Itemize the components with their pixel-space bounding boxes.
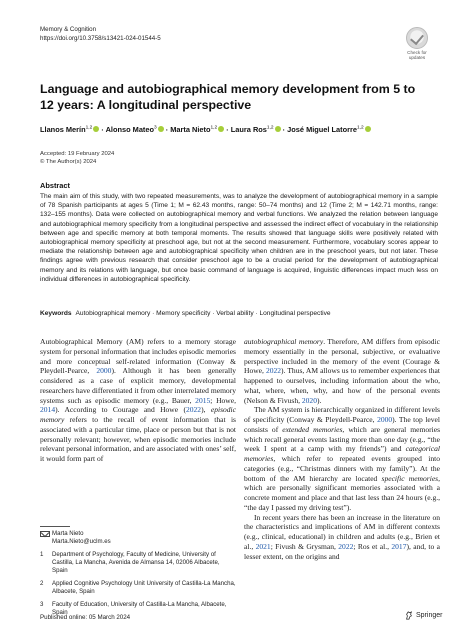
keywords-label: Keywords	[40, 310, 72, 317]
contact-name: Marta Nieto	[52, 530, 84, 537]
author[interactable]: Laura Ros$^{1,2}$	[231, 125, 281, 134]
paragraph: In recent years there has been an increase in the literature on the characteristics and implications of AM in different contexts (e.g., clinical, educational) in children and adults (e.g., Brien et al., 2021; Fivush & Grysman, 2022; Ros et al., 2017), and, to a lesser extent, on the origins and	[244, 512, 440, 561]
publisher-name: Springer	[416, 612, 443, 619]
footnotes	[40, 530, 236, 622]
citation-link[interactable]: 2017	[391, 541, 407, 551]
author[interactable]: José Miguel Latorre$^{1,2}$	[287, 125, 371, 134]
author[interactable]: Marta Nieto$^{1,2}$	[170, 125, 224, 134]
body-column-left	[40, 337, 236, 464]
emphasis-term: episodic memory	[40, 405, 236, 424]
emphasis-term: extended memories	[282, 424, 343, 434]
article-dates	[40, 150, 114, 166]
published-online: Published online: 05 March 2024	[40, 614, 131, 621]
paragraph: The AM system is hierarchically organized in different levels of specificity (Conway & Pleydell-Pearce, 2000). The top level consists of extended memories, which are general memories which recall general events lasting more than one day (e.g., “the week I spent at a camp with my friends”) and categorical memories, which refer to repeated events grouped into categories (e.g., “Christmas dinners with my family”). At the bottom of the AM hierarchy are located specific memories, which are personally significant memories associated with a concrete moment and place and that last less than 24 hours (e.g., “the day I passed my driving test”).	[244, 405, 441, 512]
check-for-updates-icon	[406, 27, 428, 49]
check-for-updates-label: Check for updates	[407, 50, 427, 60]
article-title: Language and autobiographical memory development from 5 to 12 years: A longitudinal perspective	[40, 82, 416, 112]
orcid-icon[interactable]	[365, 126, 371, 132]
journal-name: Memory & Cognition	[40, 26, 97, 33]
citation-link[interactable]: 2000	[377, 415, 393, 424]
journal-header	[40, 25, 161, 43]
citation-link[interactable]: 2014	[40, 405, 56, 415]
corresponding-author	[40, 530, 236, 546]
check-for-updates-badge[interactable]	[404, 27, 430, 60]
affiliation: 2 Applied Cognitive Psychology Unit University of Castilla-La Mancha, Albacete, Spain	[40, 580, 236, 595]
emphasis-term: categorical memories	[244, 444, 440, 463]
affiliation: 1 Department of Psychology, Faculty of Medicine, University of Castilla, La Mancha, Avenida de Almansa 14, 02006 Albacete, Spain	[40, 551, 220, 574]
author[interactable]: Alonso Mateo$^3$	[106, 125, 164, 134]
journal-doi[interactable]: https://doi.org/10.3758/s13421-024-01544-5	[40, 35, 161, 42]
citation-link[interactable]: 2000	[96, 366, 112, 376]
copyright-line: © The Author(s) 2024	[40, 159, 97, 165]
citation-link[interactable]: 2020	[301, 395, 317, 405]
springer-horse-icon	[405, 611, 413, 620]
citation-link[interactable]: 2021	[255, 541, 271, 551]
citation-link[interactable]: 2022	[265, 366, 282, 376]
accepted-date: Accepted: 19 February 2024	[40, 151, 115, 157]
emphasis-term: autobiographical memory	[244, 337, 324, 346]
abstract-heading: Abstract	[40, 181, 70, 190]
author[interactable]: Llanos Merín$^{1,2}$	[40, 125, 99, 134]
body-column-right	[244, 337, 440, 561]
paragraph: Autobiographical Memory (AM) refers to a memory storage system for personal information that includes episodic memories and more conceptual self-related information (Conway & Pleydell-Pearce, 2000). Although it has been generally considered as a case of explicit memory, developmental researchers have differentiated it from other interrelated memory systems such as episodic memory (e.g., Bauer, 2015; Howe, 2014). According to Courage and Howe (2022), episodic memory refers to the recall of event information that is associated with a particular time, place or person but that is not personally relevant; however, when episodic memories include relevant personal information, and are associated with ones’ self, it would form part of	[40, 337, 236, 463]
citation-link[interactable]: 2015	[195, 395, 211, 405]
publisher-logo	[405, 611, 442, 620]
abstract-text: The main aim of this study, with two repeated measurements, was to analyze the development of autobiographical memory in a sample of 78 Spanish participants at ages 5 (Time 1; M = 62.43 months, range: 50–74 months) and 12 (Time 2; M = 142.71 months, range: 132–155 months). Data were collected on autobiographical memory and verbal functions. We analyzed the relation between language and autobiographical memory specificity from a longitudinal perspective and assessed the indirect effect of vocabulary in the relationship between age and specific memory at both temporal moments. The results showed that language skills were positively related with autobiographical memory specificity at preschool age, but not at the second measurement. Furthermore, vocabulary scores appear to mediate the relationship between age and autobiographical specificity when children are in the preschool years, but not later. These findings agree with previous research that consider preschool age to be a crucial period for the development of autobiographical memory and its relations with language, but once basic command of language is acquired, linguistic differences impact much less on individual differences in autobiographical specificity.	[40, 193, 438, 283]
contact-email[interactable]: Marta.Nieto@uclm.es	[52, 538, 111, 545]
author-list: Llanos Merín$^{1,2}$ · Alonso Mateo$^3$ · Marta Nieto$^{1,2}$ · Laura Ros$^{1,2}$ · José Miguel Latorre$^{1,2}$	[40, 124, 440, 135]
paragraph: autobiographical memory. Therefore, AM differs from episodic memory essentially in the personal, subjective, or evaluative perspective included in the memory of the event (Courage & Howe, 2022). Thus, AM allows us to remember experiences that happened to ourselves, including information about the who, what, where, when, why, and how of the personal events (Nelson & Fivush, 2020).	[244, 337, 441, 405]
emphasis-term: specific memories	[381, 473, 439, 483]
envelope-icon	[40, 531, 50, 537]
affiliation: 3 Faculty of Education, University of Castilla-La Mancha, Albacete, Spain	[40, 601, 227, 616]
citation-link[interactable]: 2022	[185, 405, 202, 415]
footnote-divider	[40, 526, 70, 527]
keywords	[40, 309, 438, 318]
keywords-list: Autobiographical memory · Memory specificity · Verbal ability · Longitudinal perspective	[75, 310, 331, 317]
citation-link[interactable]: 2022	[338, 541, 354, 551]
